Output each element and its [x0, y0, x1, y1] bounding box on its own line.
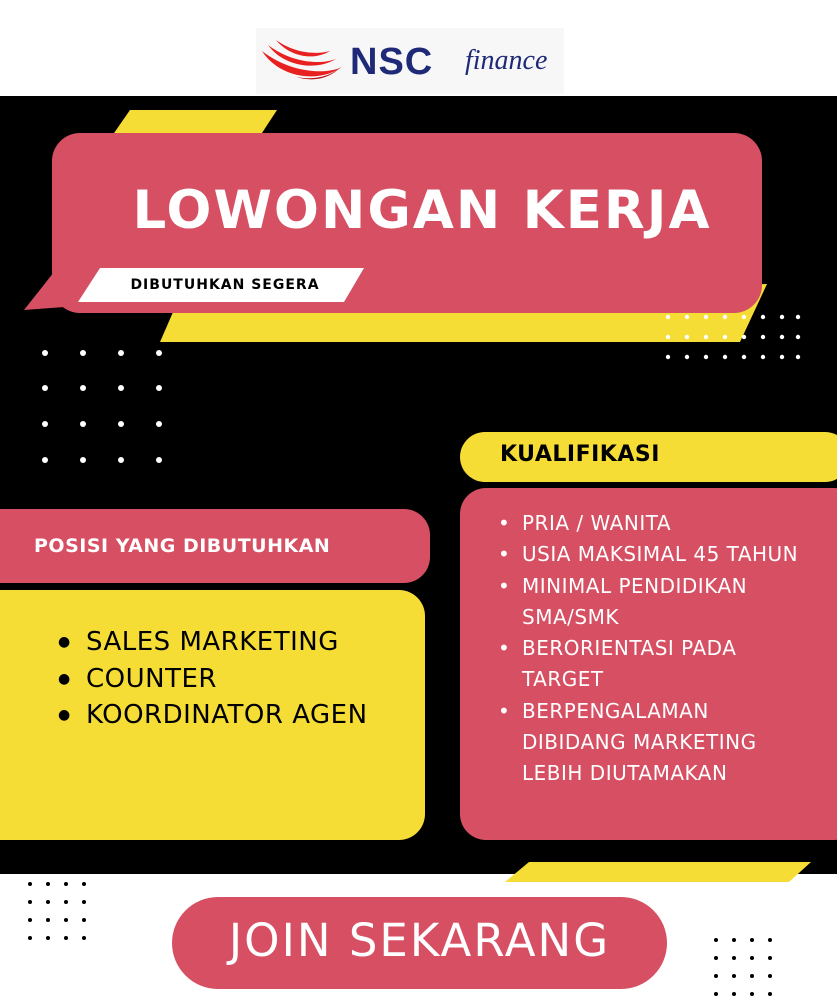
list-item: ● KOORDINATOR AGEN: [58, 697, 368, 734]
list-item: ● COUNTER: [58, 661, 368, 698]
page-title: LOWONGAN KERJA: [132, 180, 712, 241]
list-item: • USIA MAKSIMAL 45 TAHUN: [498, 539, 818, 570]
dot-grid-right: [664, 312, 804, 362]
list-item: • BERORIENTASI PADA TARGET: [498, 633, 818, 696]
list-item: • MINIMAL PENDIDIKAN SMA/SMK: [498, 571, 818, 634]
kualifikasi-heading: KUALIFIKASI: [500, 442, 660, 467]
list-item: ● SALES MARKETING: [58, 624, 368, 661]
dot-grid-left: [40, 348, 165, 466]
dot-grid-bottom-left: [26, 880, 96, 944]
logo: [256, 28, 564, 94]
logo-sub-text: finance: [465, 45, 548, 76]
list-item: • BERPENGALAMAN DIBIDANG MARKETING LEBIH DIUTAMAKAN: [498, 696, 818, 790]
page-subtitle: DIBUTUHKAN SEGERA: [130, 277, 320, 293]
logo-brand-text: NSC: [350, 41, 434, 83]
kualifikasi-list: [498, 508, 818, 790]
bubble-tail: [20, 272, 80, 316]
join-button-label[interactable]: JOIN SEKARANG: [228, 914, 611, 967]
posisi-list: [58, 624, 368, 734]
list-item: • PRIA / WANITA: [498, 508, 818, 539]
posisi-heading: POSISI YANG DIBUTUHKAN: [34, 535, 331, 557]
dot-grid-bottom-right: [712, 936, 782, 1000]
bottom-accent-shape: [505, 862, 815, 890]
swoosh-logo-icon: [260, 37, 346, 85]
